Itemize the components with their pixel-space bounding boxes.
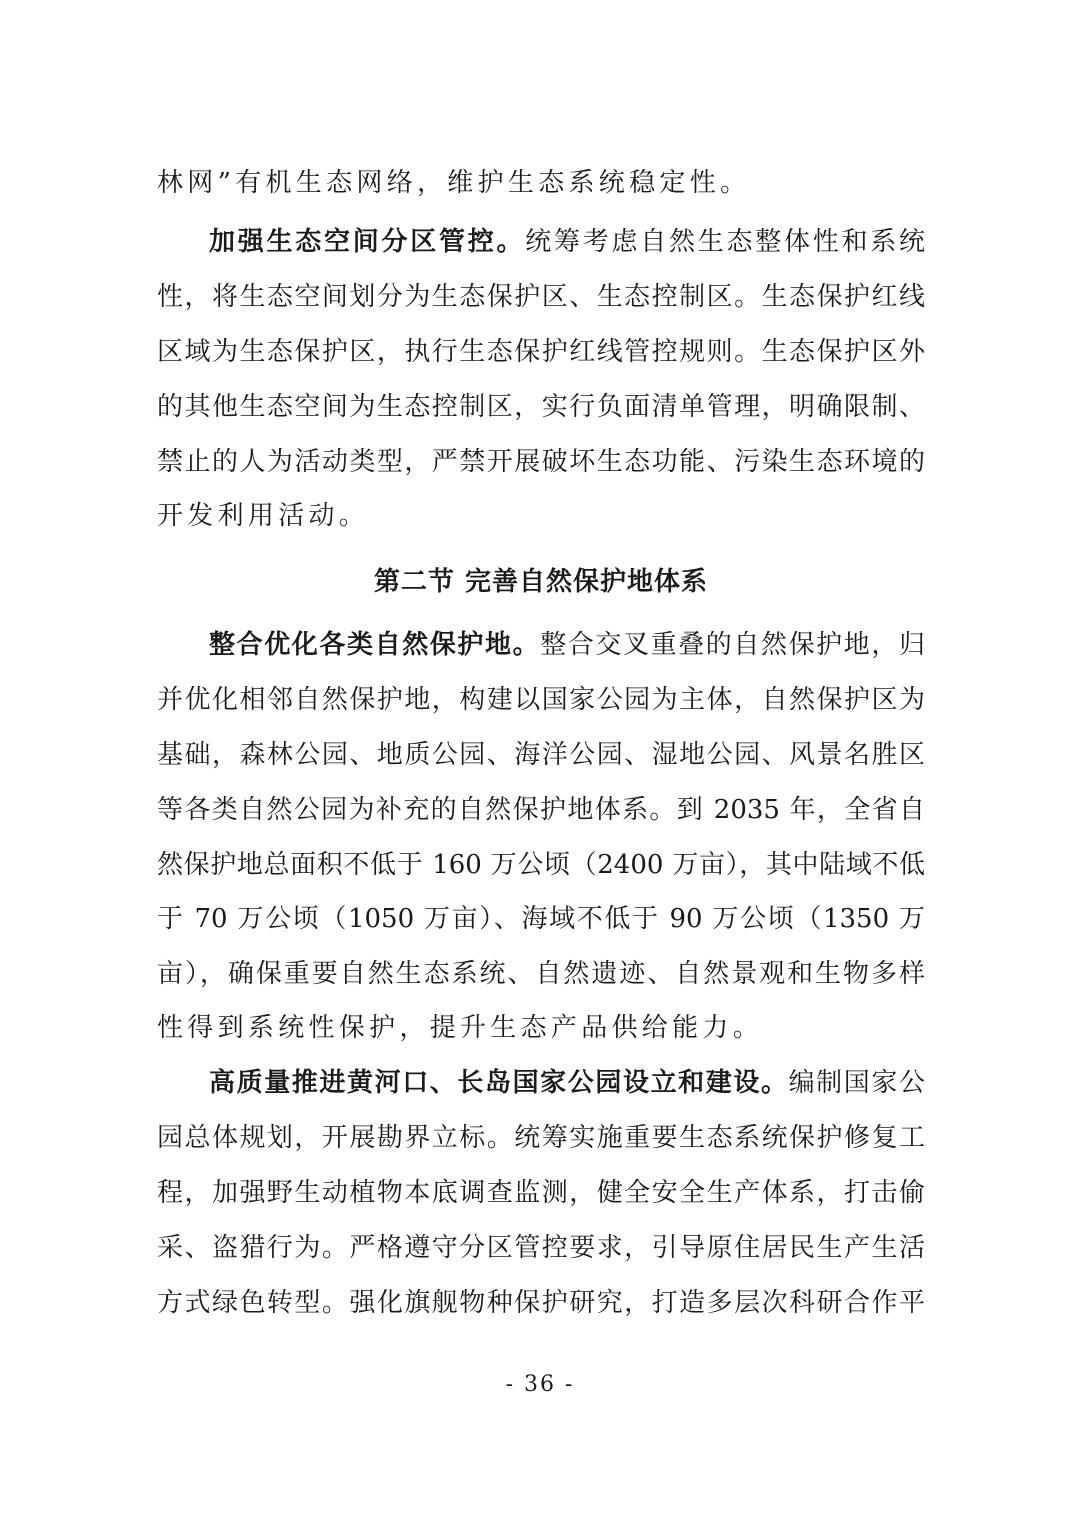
paragraph-line: 区域为生态保护区，执行生态保护红线管控规则。生态保护区外 xyxy=(157,337,925,367)
paragraph-line: 亩），确保重要自然生态系统、自然遗迹、自然景观和生物多样 xyxy=(157,959,925,989)
paragraph-line: 采、盗猎行为。严格遵守分区管控要求，引导原住居民生产生活 xyxy=(157,1233,925,1263)
paragraph-line: 性得到系统性保护，提升生态产品供给能力。 xyxy=(157,1013,764,1043)
paragraph-text: 整合交叉重叠的自然保护地，归 xyxy=(540,630,925,660)
paragraph-line: 园总体规划，开展勘界立标。统筹实施重要生态系统保护修复工 xyxy=(157,1123,925,1153)
paragraph-line xyxy=(209,222,925,262)
section-heading: 第二节 完善自然保护地体系 xyxy=(373,567,709,597)
paragraph-text: 统筹考虑自然生态整体性和系统 xyxy=(525,227,925,257)
paragraph-line: 禁止的人为活动类型，严禁开展破坏生态功能、污染生态环境的 xyxy=(157,447,925,477)
paragraph-line: 程，加强野生动植物本底调查监测，健全安全生产体系，打击偷 xyxy=(157,1178,925,1208)
paragraph-line xyxy=(209,1063,925,1103)
paragraph-line: 基础，森林公园、地质公园、海洋公园、湿地公园、风景名胜区 xyxy=(157,740,925,770)
paragraph-line: 于 70 万公顷（1050 万亩）、海域不低于 90 万公顷（1350 万 xyxy=(157,904,925,934)
paragraph-text: 编制国家公 xyxy=(788,1068,925,1098)
paragraph-line: 方式绿色转型。强化旗舰物种保护研究，打造多层次科研合作平 xyxy=(157,1288,925,1318)
page-number: - 36 - xyxy=(505,1372,575,1397)
paragraph-line: 然保护地总面积不低于 160 万公顷（2400 万亩），其中陆域不低 xyxy=(157,850,925,880)
paragraph-lead: 高质量推进黄河口、长岛国家公园设立和建设。 xyxy=(209,1068,789,1098)
paragraph-lead: 加强生态空间分区管控。 xyxy=(209,227,526,257)
paragraph-line: 的其他生态空间为生态控制区，实行负面清单管理，明确限制、 xyxy=(157,392,925,422)
paragraph-lead: 整合优化各类自然保护地。 xyxy=(209,630,541,660)
paragraph-line: 林网”有机生态网络，维护生态系统稳定性。 xyxy=(157,168,751,198)
paragraph-line xyxy=(209,625,925,665)
paragraph-line: 开发利用活动。 xyxy=(157,501,370,531)
paragraph-line: 等各类自然公园为补充的自然保护地体系。到 2035 年，全省自 xyxy=(157,795,925,825)
paragraph-line: 并优化相邻自然保护地，构建以国家公园为主体，自然保护区为 xyxy=(157,685,925,715)
paragraph-line: 性，将生态空间划分为生态保护区、生态控制区。生态保护红线 xyxy=(157,282,925,312)
